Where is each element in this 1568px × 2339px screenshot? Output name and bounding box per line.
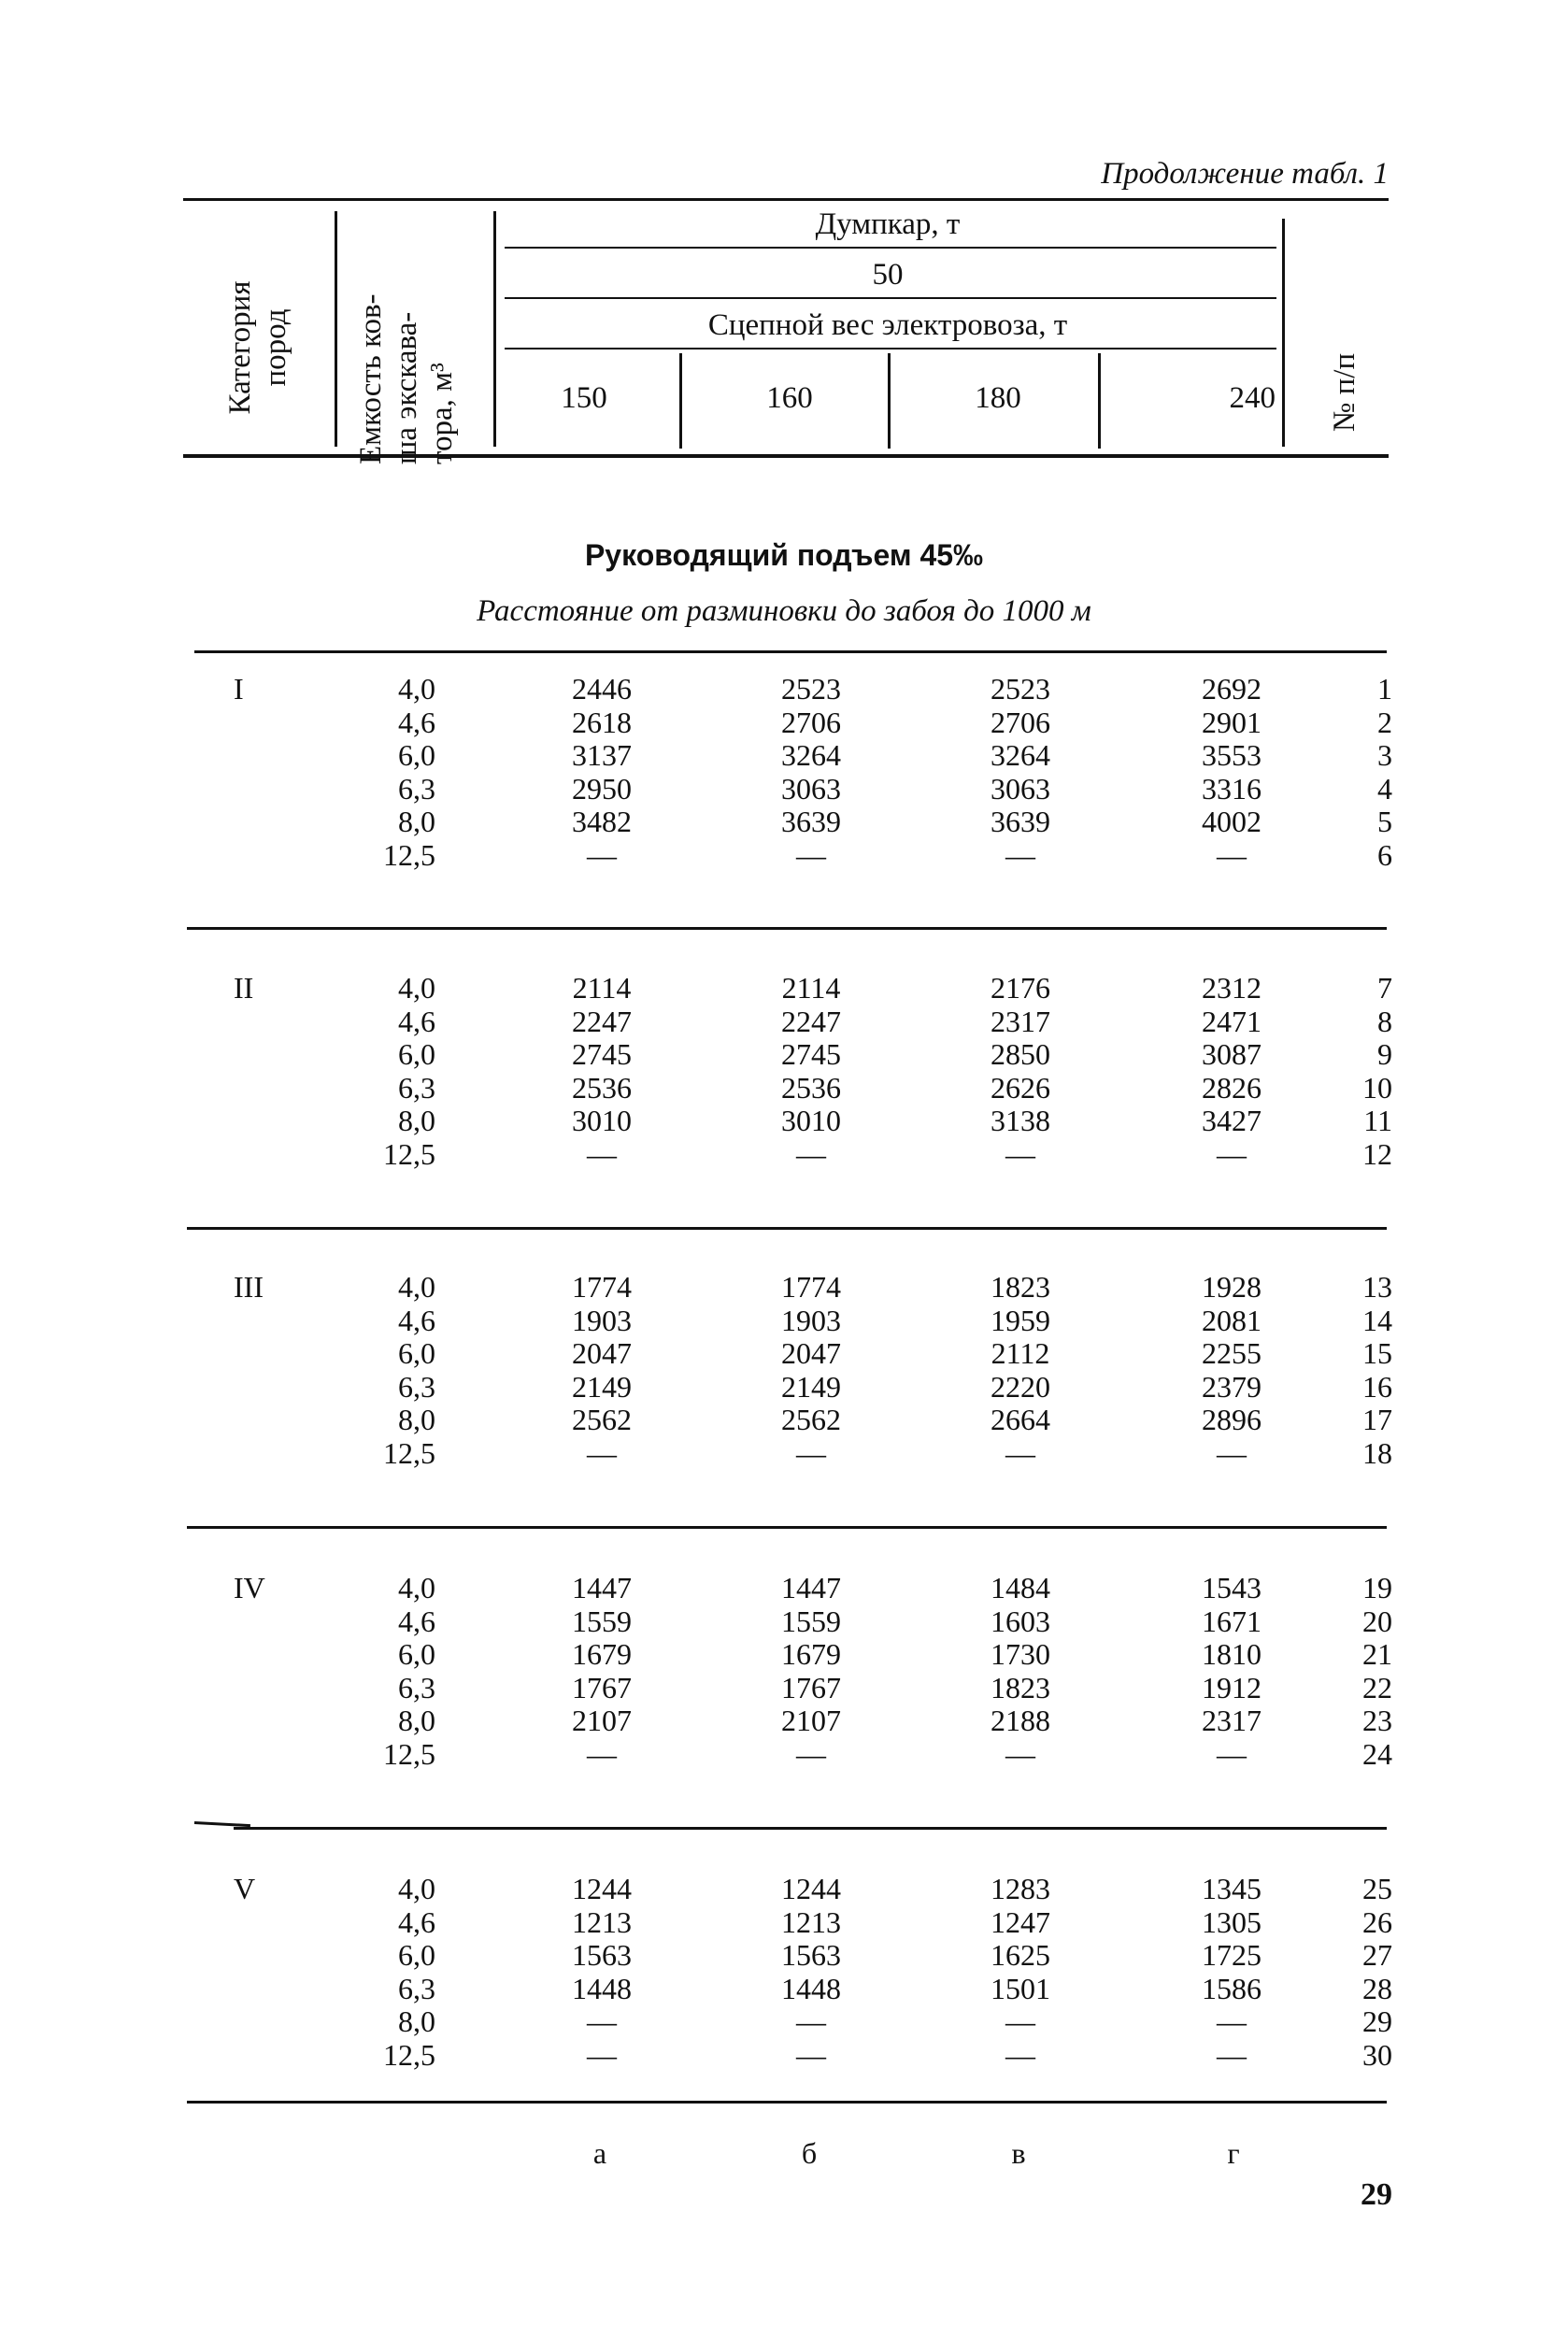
value-cell-240: — xyxy=(1217,837,1247,872)
header-divider-w3 xyxy=(1098,353,1101,449)
value-cell-150: 2107 xyxy=(572,1704,632,1737)
bucket-capacity-cell: 6,3 xyxy=(398,1670,435,1704)
value-cell-180: 3264 xyxy=(991,738,1050,772)
value-cell-180: — xyxy=(1005,837,1035,872)
bucket-capacity-cell: 12,5 xyxy=(383,837,435,872)
value-cell-150: 1679 xyxy=(572,1637,632,1671)
header-divider-w1 xyxy=(679,353,682,449)
value-cell-180: 1283 xyxy=(991,1872,1050,1905)
group-rule-2 xyxy=(187,1227,1387,1230)
value-cell-240: 2312 xyxy=(1202,971,1262,1005)
value-cell-150: 2536 xyxy=(572,1070,632,1105)
category-label: IV xyxy=(234,1571,265,1604)
row-number-cell: 8 xyxy=(1377,1004,1392,1038)
value-cell-150: 1559 xyxy=(572,1604,632,1638)
value-cell-150: 1213 xyxy=(572,1904,632,1939)
row-number-cell: 16 xyxy=(1362,1369,1392,1404)
value-cell-180: — xyxy=(1005,2004,1035,2038)
category-label: II xyxy=(234,971,254,1005)
value-cell-180: 3138 xyxy=(991,1104,1050,1137)
row-number-cell: 26 xyxy=(1362,1904,1392,1939)
value-cell-150: 1774 xyxy=(572,1270,632,1304)
value-cell-180: 1247 xyxy=(991,1904,1050,1939)
value-cell-180: 2112 xyxy=(991,1336,1050,1370)
row-number-cell: 18 xyxy=(1362,1435,1392,1470)
value-cell-240: 4002 xyxy=(1202,805,1262,838)
value-cell-150: 2446 xyxy=(572,672,632,706)
value-cell-240: 1305 xyxy=(1202,1904,1262,1939)
value-cell-150: 2247 xyxy=(572,1004,632,1038)
header-divider-w2 xyxy=(888,353,891,449)
header-divider-3 xyxy=(1282,219,1285,447)
row-number-cell: 6 xyxy=(1377,837,1392,872)
bucket-capacity-cell: 12,5 xyxy=(383,2037,435,2072)
value-cell-150: 1447 xyxy=(572,1571,632,1604)
table-bottom-rule xyxy=(187,2101,1387,2104)
bucket-capacity-cell: 6,0 xyxy=(398,1938,435,1972)
value-cell-240: 1928 xyxy=(1202,1270,1262,1304)
value-cell-160: — xyxy=(796,2037,826,2072)
value-cell-180: 2664 xyxy=(991,1403,1050,1436)
value-cell-240: 2317 xyxy=(1202,1704,1262,1737)
row-number-cell: 28 xyxy=(1362,1971,1392,2005)
footer-letter-b: б xyxy=(801,2136,818,2170)
row-number-cell: 2 xyxy=(1377,705,1392,739)
row-number-cell: 10 xyxy=(1362,1070,1392,1105)
row-number-cell: 12 xyxy=(1362,1136,1392,1171)
value-cell-150: 3482 xyxy=(572,805,632,838)
table-caption: Продолжение табл. 1 xyxy=(1101,157,1389,191)
value-cell-180: 2188 xyxy=(991,1704,1050,1737)
row-number-cell: 1 xyxy=(1377,672,1392,706)
value-cell-240: 3427 xyxy=(1202,1104,1262,1137)
value-cell-160: 2523 xyxy=(781,672,841,706)
bucket-capacity-cell: 6,0 xyxy=(398,1037,435,1071)
value-cell-240: 3316 xyxy=(1202,771,1262,806)
value-cell-160: 2149 xyxy=(781,1369,841,1404)
value-cell-160: 1679 xyxy=(781,1637,841,1671)
group-rule-4-tail xyxy=(194,1821,250,1827)
bucket-capacity-cell: 6,3 xyxy=(398,1971,435,2005)
value-cell-180: 1501 xyxy=(991,1971,1050,2005)
value-cell-180: 2706 xyxy=(991,705,1050,739)
value-cell-150: 2745 xyxy=(572,1037,632,1071)
value-cell-160: 2107 xyxy=(781,1704,841,1737)
bucket-capacity-cell: 4,0 xyxy=(398,1571,435,1604)
row-number-cell: 9 xyxy=(1377,1037,1392,1071)
value-cell-160: 3639 xyxy=(781,805,841,838)
value-cell-150: 1244 xyxy=(572,1872,632,1905)
header-bucket-line1: Емкость ков- xyxy=(354,293,388,464)
value-cell-160: 1563 xyxy=(781,1938,841,1972)
value-cell-240: 1345 xyxy=(1202,1872,1262,1905)
value-cell-180: — xyxy=(1005,2037,1035,2072)
value-cell-180: — xyxy=(1005,1136,1035,1171)
header-loco-weight: Сцепной вес электровоза, т xyxy=(707,308,1068,342)
bucket-capacity-cell: 6,3 xyxy=(398,771,435,806)
value-cell-160: 1774 xyxy=(781,1270,841,1304)
value-cell-160: — xyxy=(796,1136,826,1171)
value-cell-240: 2081 xyxy=(1202,1303,1262,1337)
header-dumpcar-value: 50 xyxy=(872,258,904,292)
section-title: Руководящий подъем 45‰ xyxy=(584,538,984,572)
bucket-capacity-cell: 6,0 xyxy=(398,1336,435,1370)
bucket-capacity-cell: 12,5 xyxy=(383,1435,435,1470)
value-cell-150: 1903 xyxy=(572,1303,632,1337)
value-cell-240: 2826 xyxy=(1202,1070,1262,1105)
group-rule-0 xyxy=(194,650,1387,653)
value-cell-180: — xyxy=(1005,1435,1035,1470)
value-cell-160: 2047 xyxy=(781,1336,841,1370)
group-rule-3 xyxy=(187,1526,1387,1529)
value-cell-150: 2047 xyxy=(572,1336,632,1370)
value-cell-160: 2536 xyxy=(781,1070,841,1105)
group-rule-4 xyxy=(234,1827,1387,1830)
bucket-capacity-cell: 4,6 xyxy=(398,1303,435,1337)
header-rule-dumpcar xyxy=(505,247,1276,249)
value-cell-160: 2247 xyxy=(781,1004,841,1038)
page-number: 29 xyxy=(1361,2177,1392,2212)
value-cell-240: 3087 xyxy=(1202,1037,1262,1071)
value-cell-160: 1559 xyxy=(781,1604,841,1638)
row-number-cell: 13 xyxy=(1362,1270,1392,1304)
row-number-cell: 20 xyxy=(1362,1604,1392,1638)
bucket-capacity-cell: 4,0 xyxy=(398,1872,435,1905)
row-number-cell: 27 xyxy=(1362,1938,1392,1972)
row-number-cell: 15 xyxy=(1362,1336,1392,1370)
header-rule-50 xyxy=(505,297,1276,299)
footer-letter-v: в xyxy=(1011,2136,1026,2170)
category-label: I xyxy=(234,672,244,706)
value-cell-240: 2692 xyxy=(1202,672,1262,706)
row-number-cell: 22 xyxy=(1362,1670,1392,1704)
bucket-capacity-cell: 8,0 xyxy=(398,805,435,838)
value-cell-150: — xyxy=(587,1435,617,1470)
value-cell-160: 1448 xyxy=(781,1971,841,2005)
value-cell-240: — xyxy=(1217,2037,1247,2072)
header-dumpcar: Думпкар, т xyxy=(815,207,961,241)
value-cell-180: — xyxy=(1005,1736,1035,1771)
header-divider-2 xyxy=(493,211,496,447)
value-cell-160: 2745 xyxy=(781,1037,841,1071)
value-cell-160: 2562 xyxy=(781,1403,841,1436)
row-number-cell: 3 xyxy=(1377,738,1392,772)
value-cell-180: 1730 xyxy=(991,1637,1050,1671)
row-number-cell: 30 xyxy=(1362,2037,1392,2072)
row-number-cell: 5 xyxy=(1377,805,1392,838)
bucket-capacity-cell: 8,0 xyxy=(398,2004,435,2038)
value-cell-180: 1625 xyxy=(991,1938,1050,1972)
value-cell-180: 2523 xyxy=(991,672,1050,706)
row-number-cell: 21 xyxy=(1362,1637,1392,1671)
group-rule-1 xyxy=(187,927,1387,930)
value-cell-150: 3137 xyxy=(572,738,632,772)
bucket-capacity-cell: 12,5 xyxy=(383,1136,435,1171)
value-cell-150: — xyxy=(587,1736,617,1771)
bucket-capacity-cell: 8,0 xyxy=(398,1704,435,1737)
value-cell-160: 3063 xyxy=(781,771,841,806)
bucket-capacity-cell: 6,3 xyxy=(398,1070,435,1105)
header-bucket-line3: тора, м³ xyxy=(425,363,459,464)
value-cell-160: 3264 xyxy=(781,738,841,772)
value-cell-160: — xyxy=(796,2004,826,2038)
value-cell-240: — xyxy=(1217,1136,1247,1171)
value-cell-180: 3639 xyxy=(991,805,1050,838)
row-number-cell: 29 xyxy=(1362,2004,1392,2038)
value-cell-160: 1244 xyxy=(781,1872,841,1905)
header-bucket xyxy=(353,231,465,464)
value-cell-150: 1767 xyxy=(572,1670,632,1704)
value-cell-160: 2114 xyxy=(781,971,841,1005)
value-cell-240: 1810 xyxy=(1202,1637,1262,1671)
value-cell-150: — xyxy=(587,2004,617,2038)
value-cell-180: 1823 xyxy=(991,1670,1050,1704)
section-subtitle: Расстояние от разминовки до забоя до 1000 м xyxy=(477,594,1091,628)
row-number-cell: 23 xyxy=(1362,1704,1392,1737)
value-cell-150: 2618 xyxy=(572,705,632,739)
value-cell-150: — xyxy=(587,837,617,872)
header-top-rule xyxy=(183,198,1389,201)
row-number-cell: 19 xyxy=(1362,1571,1392,1604)
bucket-capacity-cell: 8,0 xyxy=(398,1104,435,1137)
value-cell-180: 1823 xyxy=(991,1270,1050,1304)
value-cell-150: — xyxy=(587,2037,617,2072)
value-cell-240: — xyxy=(1217,1435,1247,1470)
value-cell-240: — xyxy=(1217,1736,1247,1771)
bucket-capacity-cell: 4,0 xyxy=(398,672,435,706)
bucket-capacity-cell: 12,5 xyxy=(383,1736,435,1771)
row-number-cell: 17 xyxy=(1362,1403,1392,1436)
bucket-capacity-cell: 6,3 xyxy=(398,1369,435,1404)
row-number-cell: 11 xyxy=(1363,1104,1392,1137)
value-cell-180: 2176 xyxy=(991,971,1050,1005)
value-cell-180: 1484 xyxy=(991,1571,1050,1604)
header-number: № п/п xyxy=(1328,352,1361,433)
footer-letter-g: г xyxy=(1227,2136,1240,2170)
value-cell-180: 2317 xyxy=(991,1004,1050,1038)
header-weight-150: 150 xyxy=(561,381,607,415)
value-cell-160: 3010 xyxy=(781,1104,841,1137)
value-cell-160: 1767 xyxy=(781,1670,841,1704)
value-cell-180: 3063 xyxy=(991,771,1050,806)
bucket-capacity-cell: 4,0 xyxy=(398,971,435,1005)
header-weight-180: 180 xyxy=(975,381,1021,415)
value-cell-240: — xyxy=(1217,2004,1247,2038)
row-number-cell: 4 xyxy=(1377,771,1392,806)
value-cell-240: 1912 xyxy=(1202,1670,1262,1704)
value-cell-160: 1447 xyxy=(781,1571,841,1604)
bucket-capacity-cell: 4,6 xyxy=(398,1604,435,1638)
header-divider-1 xyxy=(335,211,337,447)
value-cell-150: 2114 xyxy=(572,971,632,1005)
value-cell-150: 1563 xyxy=(572,1938,632,1972)
bucket-capacity-cell: 4,6 xyxy=(398,1904,435,1939)
value-cell-240: 1586 xyxy=(1202,1971,1262,2005)
value-cell-160: — xyxy=(796,837,826,872)
category-label: III xyxy=(234,1270,264,1304)
header-rule-loco xyxy=(505,348,1276,349)
value-cell-240: 2471 xyxy=(1202,1004,1262,1038)
bucket-capacity-cell: 4,6 xyxy=(398,705,435,739)
header-category-text: Категория пород xyxy=(223,280,292,415)
value-cell-160: — xyxy=(796,1736,826,1771)
value-cell-180: 1959 xyxy=(991,1303,1050,1337)
value-cell-240: 1671 xyxy=(1202,1604,1262,1638)
bucket-capacity-cell: 4,6 xyxy=(398,1004,435,1038)
value-cell-180: 1603 xyxy=(991,1604,1050,1638)
footer-letter-a: а xyxy=(592,2136,607,2170)
value-cell-150: 2950 xyxy=(572,771,632,806)
value-cell-240: 2896 xyxy=(1202,1403,1262,1436)
row-number-cell: 25 xyxy=(1362,1872,1392,1905)
value-cell-150: 2149 xyxy=(572,1369,632,1404)
value-cell-240: 3553 xyxy=(1202,738,1262,772)
value-cell-160: — xyxy=(796,1435,826,1470)
header-weight-160: 160 xyxy=(766,381,813,415)
row-number-cell: 7 xyxy=(1377,971,1392,1005)
value-cell-240: 2379 xyxy=(1202,1369,1262,1404)
value-cell-240: 1725 xyxy=(1202,1938,1262,1972)
row-number-cell: 24 xyxy=(1362,1736,1392,1771)
value-cell-160: 1213 xyxy=(781,1904,841,1939)
value-cell-180: 2626 xyxy=(991,1070,1050,1105)
header-weight-240: 240 xyxy=(1229,381,1276,415)
bucket-capacity-cell: 4,0 xyxy=(398,1270,435,1304)
value-cell-180: 2850 xyxy=(991,1037,1050,1071)
row-number-cell: 14 xyxy=(1362,1303,1392,1337)
bucket-capacity-cell: 6,0 xyxy=(398,1637,435,1671)
bucket-capacity-cell: 6,0 xyxy=(398,738,435,772)
header-category xyxy=(222,231,297,464)
value-cell-160: 1903 xyxy=(781,1303,841,1337)
value-cell-240: 2255 xyxy=(1202,1336,1262,1370)
value-cell-240: 2901 xyxy=(1202,705,1262,739)
value-cell-150: — xyxy=(587,1136,617,1171)
value-cell-150: 3010 xyxy=(572,1104,632,1137)
header-bucket-line2: ша экскава- xyxy=(390,311,423,464)
value-cell-160: 2706 xyxy=(781,705,841,739)
bucket-capacity-cell: 8,0 xyxy=(398,1403,435,1436)
value-cell-150: 1448 xyxy=(572,1971,632,2005)
value-cell-150: 2562 xyxy=(572,1403,632,1436)
value-cell-180: 2220 xyxy=(991,1369,1050,1404)
category-label: V xyxy=(234,1872,256,1905)
value-cell-240: 1543 xyxy=(1202,1571,1262,1604)
